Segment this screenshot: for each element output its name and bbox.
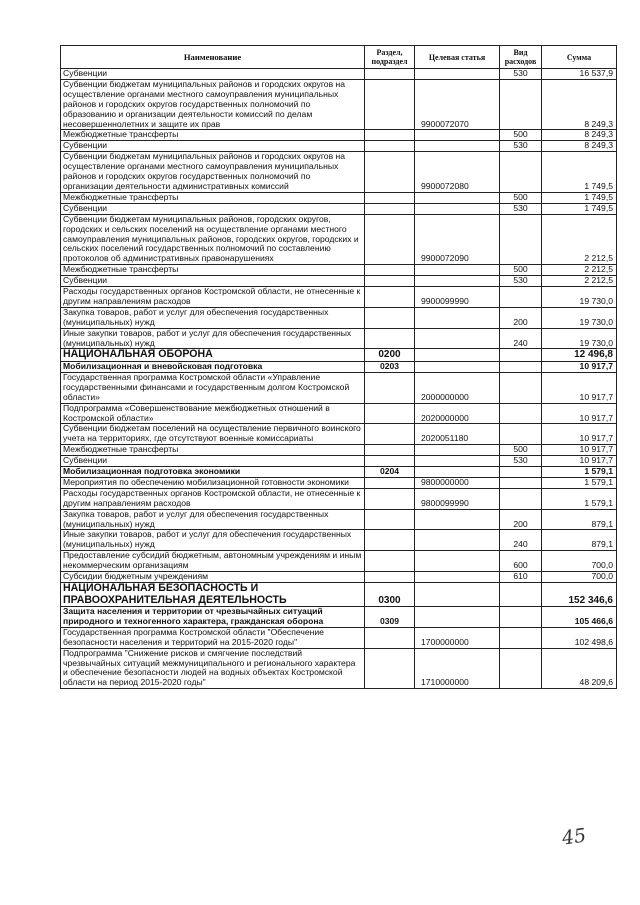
cell-name: Государственная программа Костромской области "Обеспечение безопасности населения и территорий на 2015-2020 годы"	[61, 627, 365, 648]
cell-section	[365, 287, 415, 308]
cell-name: Межбюджетные трансферты	[61, 130, 365, 141]
cell-target	[415, 361, 500, 372]
cell-name: Подпрограмма "Снижение рисков и смягчение последствий чрезвычайных ситуаций межмуниципального и регионального характера и обеспечение безопасности людей на водных объектах Костромской области на период 2015-2020 годы"	[61, 648, 365, 689]
cell-target: 9900072070	[415, 79, 500, 130]
cell-target	[415, 328, 500, 349]
table-row	[61, 349, 617, 362]
table-row	[61, 265, 617, 276]
cell-type	[500, 583, 542, 607]
cell-target	[415, 445, 500, 456]
cell-section: 0203	[365, 361, 415, 372]
cell-section	[365, 276, 415, 287]
table-row	[61, 141, 617, 152]
cell-type: 500	[500, 192, 542, 203]
cell-section: 0204	[365, 467, 415, 478]
cell-sum: 2 212,5	[542, 265, 617, 276]
table-row	[61, 488, 617, 509]
table-row	[61, 79, 617, 130]
cell-name: Расходы государственных органов Костромской области, не отнесенные к другим направлениям расходов	[61, 287, 365, 308]
cell-type	[500, 372, 542, 403]
cell-type: 240	[500, 530, 542, 551]
table-row	[61, 509, 617, 530]
cell-target: 9900072080	[415, 152, 500, 193]
cell-target	[415, 530, 500, 551]
cell-sum: 1 579,1	[542, 467, 617, 478]
cell-type	[500, 214, 542, 265]
cell-type: 600	[500, 551, 542, 572]
cell-section	[365, 130, 415, 141]
cell-type: 500	[500, 265, 542, 276]
table-row	[61, 627, 617, 648]
cell-sum: 700,0	[542, 551, 617, 572]
cell-name: Субвенции	[61, 456, 365, 467]
table-row	[61, 69, 617, 80]
table-row	[61, 403, 617, 424]
cell-target	[415, 349, 500, 362]
cell-sum: 102 498,6	[542, 627, 617, 648]
cell-target	[415, 572, 500, 583]
cell-target	[415, 141, 500, 152]
cell-name: Межбюджетные трансферты	[61, 265, 365, 276]
table-row	[61, 607, 617, 628]
cell-sum: 8 249,3	[542, 141, 617, 152]
cell-section	[365, 551, 415, 572]
table-row	[61, 214, 617, 265]
table-row	[61, 648, 617, 689]
table-row	[61, 372, 617, 403]
cell-target: 9900072090	[415, 214, 500, 265]
cell-target: 2020051180	[415, 424, 500, 445]
cell-name: Мобилизационная подготовка экономики	[61, 467, 365, 478]
cell-section	[365, 627, 415, 648]
cell-section	[365, 530, 415, 551]
cell-type: 530	[500, 203, 542, 214]
cell-section	[365, 203, 415, 214]
cell-sum: 1 749,5	[542, 203, 617, 214]
cell-sum: 10 917,7	[542, 456, 617, 467]
table-row	[61, 445, 617, 456]
cell-section	[365, 79, 415, 130]
cell-name: Иные закупки товаров, работ и услуг для обеспечения государственных (муниципальных) нужд	[61, 530, 365, 551]
cell-section	[365, 509, 415, 530]
cell-type	[500, 424, 542, 445]
cell-sum: 152 346,6	[542, 583, 617, 607]
table-row	[61, 530, 617, 551]
cell-section	[365, 572, 415, 583]
cell-type	[500, 627, 542, 648]
cell-type	[500, 477, 542, 488]
cell-section	[365, 488, 415, 509]
budget-table-sheet	[60, 45, 616, 689]
cell-section	[365, 328, 415, 349]
cell-type: 530	[500, 141, 542, 152]
cell-name: Подпрограмма «Совершенствование межбюджетных отношений в Костромской области»	[61, 403, 365, 424]
cell-section	[365, 69, 415, 80]
cell-name: Субвенции бюджетам муниципальных районов и городских округов на осуществление органами местного самоуправления муниципальных районов и городских округов государственных полномочий по организации деятельности административных комиссий	[61, 152, 365, 193]
cell-type	[500, 488, 542, 509]
header-name: Наименование	[61, 46, 365, 69]
table-row	[61, 424, 617, 445]
cell-type	[500, 287, 542, 308]
cell-name: Субвенции бюджетам муниципальных районов и городских округов на осуществление органами местного самоуправления муниципальных районов и городских округов государственных полномочий по образованию и организации деятельности комиссий по делам несовершеннолетних и защите их прав	[61, 79, 365, 130]
cell-section	[365, 265, 415, 276]
cell-section	[365, 214, 415, 265]
table-row	[61, 583, 617, 607]
cell-sum: 19 730,0	[542, 307, 617, 328]
cell-sum: 12 496,8	[542, 349, 617, 362]
table-row	[61, 551, 617, 572]
cell-type	[500, 152, 542, 193]
cell-name: Субвенции	[61, 203, 365, 214]
cell-section	[365, 192, 415, 203]
cell-type	[500, 349, 542, 362]
table-row	[61, 307, 617, 328]
cell-type: 610	[500, 572, 542, 583]
cell-sum: 10 917,7	[542, 403, 617, 424]
cell-type	[500, 361, 542, 372]
cell-target	[415, 307, 500, 328]
cell-type	[500, 79, 542, 130]
cell-target: 2020000000	[415, 403, 500, 424]
cell-sum: 10 917,7	[542, 445, 617, 456]
table-row	[61, 130, 617, 141]
table-row	[61, 467, 617, 478]
cell-section	[365, 648, 415, 689]
table-row	[61, 152, 617, 193]
cell-target	[415, 607, 500, 628]
table-row	[61, 456, 617, 467]
cell-name: НАЦИОНАЛЬНАЯ ОБОРОНА	[61, 349, 365, 362]
cell-name: Субвенции бюджетам муниципальных районов, городских округов, городских и сельских поселений на осуществление органами местного самоуправления муниципальных районов, городских округов, городских и сельских поселений государственных полномочий по составлению протоколов об административных правонарушениях	[61, 214, 365, 265]
cell-sum: 10 917,7	[542, 361, 617, 372]
table-row	[61, 328, 617, 349]
cell-type: 200	[500, 509, 542, 530]
cell-target	[415, 583, 500, 607]
cell-section: 0200	[365, 349, 415, 362]
cell-target	[415, 192, 500, 203]
table-row	[61, 192, 617, 203]
cell-type: 500	[500, 130, 542, 141]
table-body	[61, 69, 617, 689]
cell-section	[365, 403, 415, 424]
cell-name: Субсидии бюджетным учреждениям	[61, 572, 365, 583]
cell-name: Субвенции	[61, 69, 365, 80]
cell-section	[365, 307, 415, 328]
header-sum: Сумма	[542, 46, 617, 69]
cell-type: 200	[500, 307, 542, 328]
cell-sum: 700,0	[542, 572, 617, 583]
cell-section	[365, 456, 415, 467]
cell-target: 9800000000	[415, 477, 500, 488]
cell-name: Мероприятия по обеспечению мобилизационной готовности экономики	[61, 477, 365, 488]
cell-name: Иные закупки товаров, работ и услуг для обеспечения государственных (муниципальных) нужд	[61, 328, 365, 349]
cell-sum: 19 730,0	[542, 287, 617, 308]
table-row	[61, 276, 617, 287]
cell-target	[415, 509, 500, 530]
cell-type: 240	[500, 328, 542, 349]
cell-name: Мобилизационная и вневойсковая подготовка	[61, 361, 365, 372]
cell-type: 530	[500, 456, 542, 467]
cell-name: НАЦИОНАЛЬНАЯ БЕЗОПАСНОСТЬ И ПРАВООХРАНИТЕЛЬНАЯ ДЕЯТЕЛЬНОСТЬ	[61, 583, 365, 607]
table-header-row	[61, 46, 617, 69]
table-row	[61, 203, 617, 214]
cell-name: Субвенции	[61, 141, 365, 152]
cell-target	[415, 130, 500, 141]
cell-name: Предоставление субсидий бюджетным, автономным учреждениям и иным некоммерческим организациям	[61, 551, 365, 572]
cell-target	[415, 456, 500, 467]
cell-target	[415, 203, 500, 214]
cell-section	[365, 372, 415, 403]
cell-target: 1710000000	[415, 648, 500, 689]
table-row	[61, 477, 617, 488]
cell-sum: 105 466,6	[542, 607, 617, 628]
cell-name: Расходы государственных органов Костромской области, не отнесенные к другим направлениям расходов	[61, 488, 365, 509]
cell-target: 2000000000	[415, 372, 500, 403]
cell-name: Межбюджетные трансферты	[61, 445, 365, 456]
table-row	[61, 361, 617, 372]
cell-sum: 19 730,0	[542, 328, 617, 349]
cell-type	[500, 607, 542, 628]
cell-sum: 8 249,3	[542, 130, 617, 141]
cell-type	[500, 648, 542, 689]
cell-type: 530	[500, 276, 542, 287]
cell-name: Защита населения и территории от чрезвычайных ситуаций природного и техногенного характера, гражданская оборона	[61, 607, 365, 628]
cell-target: 9900099990	[415, 287, 500, 308]
cell-sum: 1 749,5	[542, 192, 617, 203]
cell-sum: 1 749,5	[542, 152, 617, 193]
cell-target	[415, 551, 500, 572]
cell-name: Государственная программа Костромской области «Управление государственными финансами и государственным долгом Костромской области»	[61, 372, 365, 403]
cell-sum: 1 579,1	[542, 488, 617, 509]
header-section: Раздел, подраздел	[365, 46, 415, 69]
cell-sum: 2 212,5	[542, 214, 617, 265]
cell-section	[365, 477, 415, 488]
cell-type	[500, 467, 542, 478]
cell-sum: 1 579,1	[542, 477, 617, 488]
cell-sum: 8 249,3	[542, 79, 617, 130]
cell-section	[365, 141, 415, 152]
cell-target: 1700000000	[415, 627, 500, 648]
handwritten-page-number: 45	[560, 824, 588, 850]
cell-name: Закупка товаров, работ и услуг для обеспечения государственных (муниципальных) нужд	[61, 509, 365, 530]
cell-type	[500, 403, 542, 424]
cell-name: Субвенции бюджетам поселений на осуществление первичного воинского учета на территориях, где отсутствуют военные комиссариаты	[61, 424, 365, 445]
cell-target: 9800099990	[415, 488, 500, 509]
cell-section	[365, 445, 415, 456]
table-row	[61, 287, 617, 308]
cell-target	[415, 467, 500, 478]
header-type: Вид расходов	[500, 46, 542, 69]
cell-type: 530	[500, 69, 542, 80]
cell-section	[365, 424, 415, 445]
table-row	[61, 572, 617, 583]
cell-sum: 48 209,6	[542, 648, 617, 689]
cell-target	[415, 265, 500, 276]
cell-section: 0300	[365, 583, 415, 607]
cell-name: Межбюджетные трансферты	[61, 192, 365, 203]
cell-sum: 16 537,9	[542, 69, 617, 80]
cell-name: Закупка товаров, работ и услуг для обеспечения государственных (муниципальных) нужд	[61, 307, 365, 328]
cell-sum: 879,1	[542, 530, 617, 551]
cell-sum: 10 917,7	[542, 372, 617, 403]
cell-target	[415, 276, 500, 287]
cell-section: 0309	[365, 607, 415, 628]
cell-sum: 879,1	[542, 509, 617, 530]
budget-table	[60, 45, 617, 689]
cell-sum: 2 212,5	[542, 276, 617, 287]
cell-type: 500	[500, 445, 542, 456]
cell-sum: 10 917,7	[542, 424, 617, 445]
cell-name: Субвенции	[61, 276, 365, 287]
cell-section	[365, 152, 415, 193]
header-target: Целевая статья	[415, 46, 500, 69]
cell-target	[415, 69, 500, 80]
